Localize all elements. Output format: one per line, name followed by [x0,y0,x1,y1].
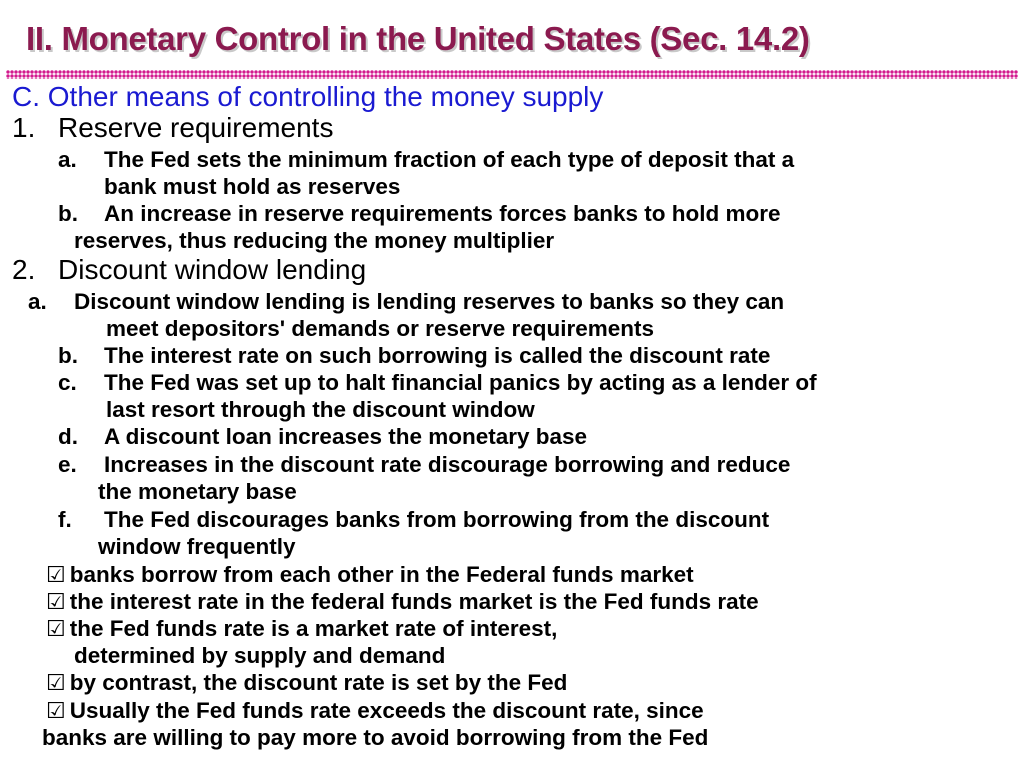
check-item [46,561,694,588]
list-item [58,369,817,396]
slide-title: II. Monetary Control in the United States (Sec. 14.2) [26,20,810,57]
check-item [46,669,567,696]
check-item [46,615,557,642]
list-item [28,288,784,315]
check-text: the interest rate in the federal funds market is the Fed funds rate [69,589,759,614]
section-heading [12,255,366,285]
check-continuation: determined by supply and demand [74,643,446,668]
check-continuation: banks are willing to pay more to avoid borrowing from the Fed [42,725,709,750]
checkbox-icon: ☑ [46,562,66,587]
item-continuation: the monetary base [98,479,297,504]
check-text: Usually the Fed funds rate exceeds the discount rate, since [69,698,704,723]
item-text: The interest rate on such borrowing is called the discount rate [104,343,771,368]
item-label: e. [58,452,77,477]
list-item [58,342,770,369]
section-number: 2. [12,254,36,285]
checkbox-icon: ☑ [46,698,66,723]
item-label: f. [58,507,72,532]
check-text: banks borrow from each other in the Federal funds market [69,562,694,587]
item-continuation: reserves, thus reducing the money multiplier [74,228,555,253]
check-text: by contrast, the discount rate is set by the Fed [69,670,568,695]
item-label: b. [58,343,78,368]
section-number: 1. [12,112,36,143]
checkbox-icon: ☑ [46,589,66,614]
list-item [58,423,587,450]
list-item [58,451,790,478]
list-item [58,146,794,173]
item-text: A discount loan increases the monetary base [104,424,588,449]
title-divider [6,70,1018,79]
section-title: Discount window lending [58,254,367,285]
item-text: The Fed discourages banks from borrowing from the discount [104,507,770,532]
item-label: b. [58,201,78,226]
item-text: An increase in reserve requirements forces banks to hold more [104,201,781,226]
subtitle: C. Other means of controlling the money supply [12,81,604,112]
item-label: a. [58,147,77,172]
item-continuation: bank must hold as reserves [104,174,401,199]
item-continuation: window frequently [98,534,296,559]
item-label: c. [58,370,77,395]
item-label: a. [28,289,47,314]
check-item [46,697,704,724]
item-text: The Fed was set up to halt financial panics by acting as a lender of [104,370,817,395]
list-item [58,506,769,533]
item-text: Increases in the discount rate discourage borrowing and reduce [104,452,791,477]
item-continuation: meet depositors' demands or reserve requirements [106,316,655,341]
section-heading [12,113,333,143]
check-item [46,588,759,615]
check-text: the Fed funds rate is a market rate of interest, [69,616,558,641]
item-label: d. [58,424,78,449]
section-title: Reserve requirements [58,112,334,143]
item-text: Discount window lending is lending reserves to banks so they can [74,289,785,314]
list-item [58,200,781,227]
item-continuation: last resort through the discount window [106,397,535,422]
checkbox-icon: ☑ [46,616,66,641]
item-text: The Fed sets the minimum fraction of each type of deposit that a [104,147,795,172]
checkbox-icon: ☑ [46,670,66,695]
